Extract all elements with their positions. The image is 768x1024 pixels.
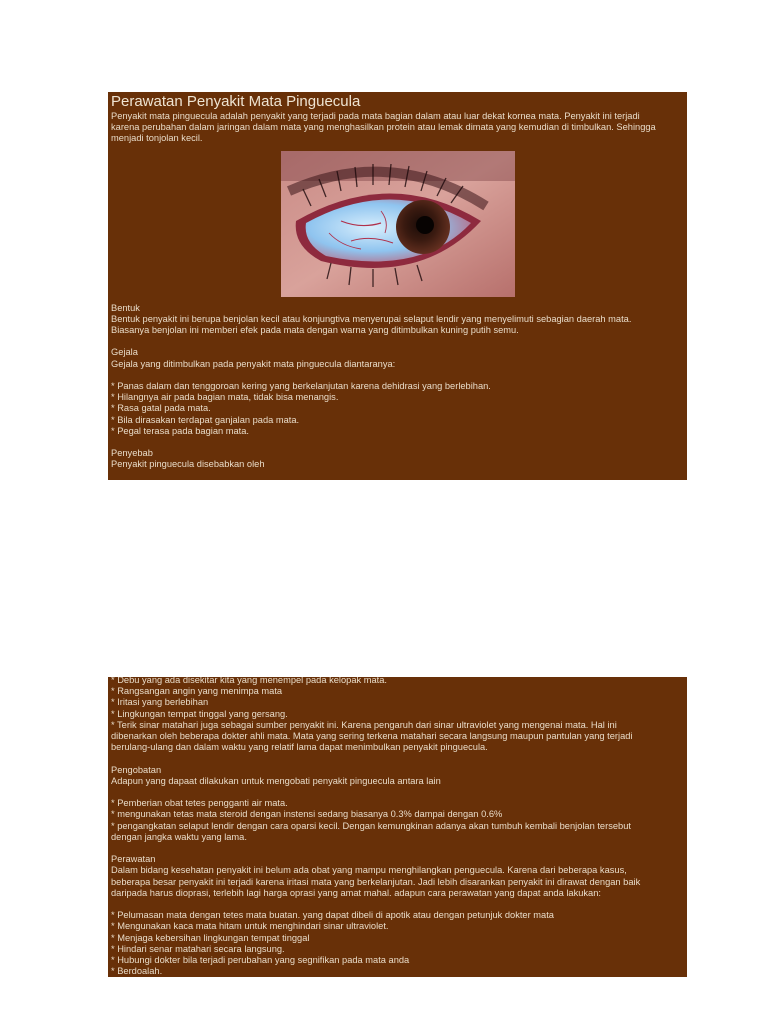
intro-line: menjadi tonjolan kecil.	[111, 133, 203, 144]
section-heading: Penyebab	[111, 448, 153, 459]
bentuk-section	[111, 303, 684, 337]
gejala-section	[111, 347, 684, 437]
list-item: * Panas dalam dan tenggoroan kering yang berkelanjutan karena dehidrasi yang berlebihan.	[111, 381, 491, 391]
pengobatan-section	[111, 765, 684, 843]
perawatan-line: Dalam bidang kesehatan penyakit ini belum ada obat yang mampu menghilangkan penguecula. Karena dari beberapa kasus,	[111, 865, 627, 876]
list-item: * mengunakan tetas mata steroid dengan instensi sedang biasanya 0.3% dampai dengan 0.6%	[111, 809, 503, 820]
page-1-panel	[108, 92, 687, 480]
bentuk-line: Biasanya benjolan ini memberi efek pada mata dengan warna yang ditimbulkan kuning putih semu.	[111, 325, 519, 336]
penyebab-list	[111, 677, 684, 753]
bentuk-line: Bentuk penyakit ini berupa benjolan kecil atau konjungtiva menyerupai selaput lendir yang menyelimuti sebagian daerah mata.	[111, 313, 632, 324]
list-item: * Lingkungan tempat tinggal yang gersang.	[111, 708, 288, 719]
list-item: berulang-ulang dan dalam waktu yang relatif lama dapat menimbulkan penyakit pinguecula.	[111, 742, 488, 753]
perawatan-section	[111, 854, 684, 977]
list-item: * Pelumasan mata dengan tetes mata buatan. yang dapat dibeli di apotik atau dengan petunjuk dokter mata	[111, 910, 554, 921]
list-item: * Menjaga kebersihan lingkungan tempat tinggal	[111, 932, 310, 943]
list-item: * Hubungi dokter bila terjadi perubahan yang segnifikan pada mata anda	[111, 955, 410, 966]
page-title: Perawatan Penyakit Mata Pinguecula	[111, 93, 361, 110]
page-2-panel	[108, 677, 687, 977]
list-item: dibenarkan oleh beberapa dokter ahli mata. Mata yang sering terkena matahari secara langsung maupun pantulan yang terjadi	[111, 731, 633, 742]
list-item: * Bila dirasakan terdapat ganjalan pada mata.	[111, 414, 300, 425]
list-item: dengan jangka waktu yang lama.	[111, 831, 247, 842]
list-item: * Pegal terasa pada bagian mata.	[111, 425, 250, 436]
section-heading: Pengobatan	[111, 764, 162, 775]
gejala-intro: Gejala yang ditimbulkan pada penyakit mata pinguecula diantaranya:	[111, 358, 396, 369]
list-item: * Rasa gatal pada mata.	[111, 403, 211, 414]
section-heading: Perawatan	[111, 854, 156, 865]
list-item: * pengangkatan selaput lendir dengan cara oparsi kecil. Dengan kemungkinan adanya akan tumbuh kembali benjolan tersebut	[111, 820, 631, 831]
intro-line: karena perubahan dalam jaringan dalam mata yang menghasilkan protein atau lemak dimata yang kemudian di timbulkan. Sehingga	[111, 122, 656, 133]
intro-paragraph	[111, 111, 684, 145]
list-item: * Hindari senar matahari secara langsung.	[111, 943, 285, 954]
intro-line: Penyakit mata pinguecula adalah penyakit yang terjadi pada mata bagian dalam atau luar dekat kornea mata. Penyakit ini terjadi	[111, 111, 640, 121]
list-item: * Berdoalah.	[111, 966, 163, 977]
list-item: * Hilangnya air pada bagian mata, tidak bisa menangis.	[111, 392, 339, 403]
eye-photo	[281, 151, 515, 297]
list-item: * Mengunakan kaca mata hitam untuk menghindari sinar ultraviolet.	[111, 921, 389, 932]
list-item: * Terik sinar matahari juga sebagai sumber penyakit ini. Karena pengaruh dari sinar ultraviolet yang mengenai mata. Hal ini	[111, 719, 617, 730]
perawatan-line: daripada harus dioprasi, terlebih lagi harga oprasi yang amat mahal. adapun cara perawatan yang dapat anda lakukan:	[111, 887, 601, 898]
penyebab-section	[111, 448, 684, 470]
pengobatan-intro: Adapun yang dapaat dilakukan untuk mengobati penyakit pinguecula antara lain	[111, 775, 441, 786]
list-item: * Pemberian obat tetes pengganti air mata.	[111, 798, 288, 809]
perawatan-line: beberapa besar penyakit ini terjadi karena iritasi mata yang berkelanjutan. Jadi lebih disarankan penyakit ini dirawat dengan baik	[111, 876, 641, 887]
penyebab-intro: Penyakit pinguecula disebabkan oleh	[111, 459, 265, 470]
section-heading: Gejala	[111, 347, 138, 358]
list-item: * Rangsangan angin yang menimpa mata	[111, 686, 283, 697]
section-heading: Bentuk	[111, 302, 140, 313]
list-item: * Debu yang ada disekitar kita yang menempel pada kelopak mata.	[111, 677, 387, 685]
list-item: * Iritasi yang berlebihan	[111, 697, 209, 708]
